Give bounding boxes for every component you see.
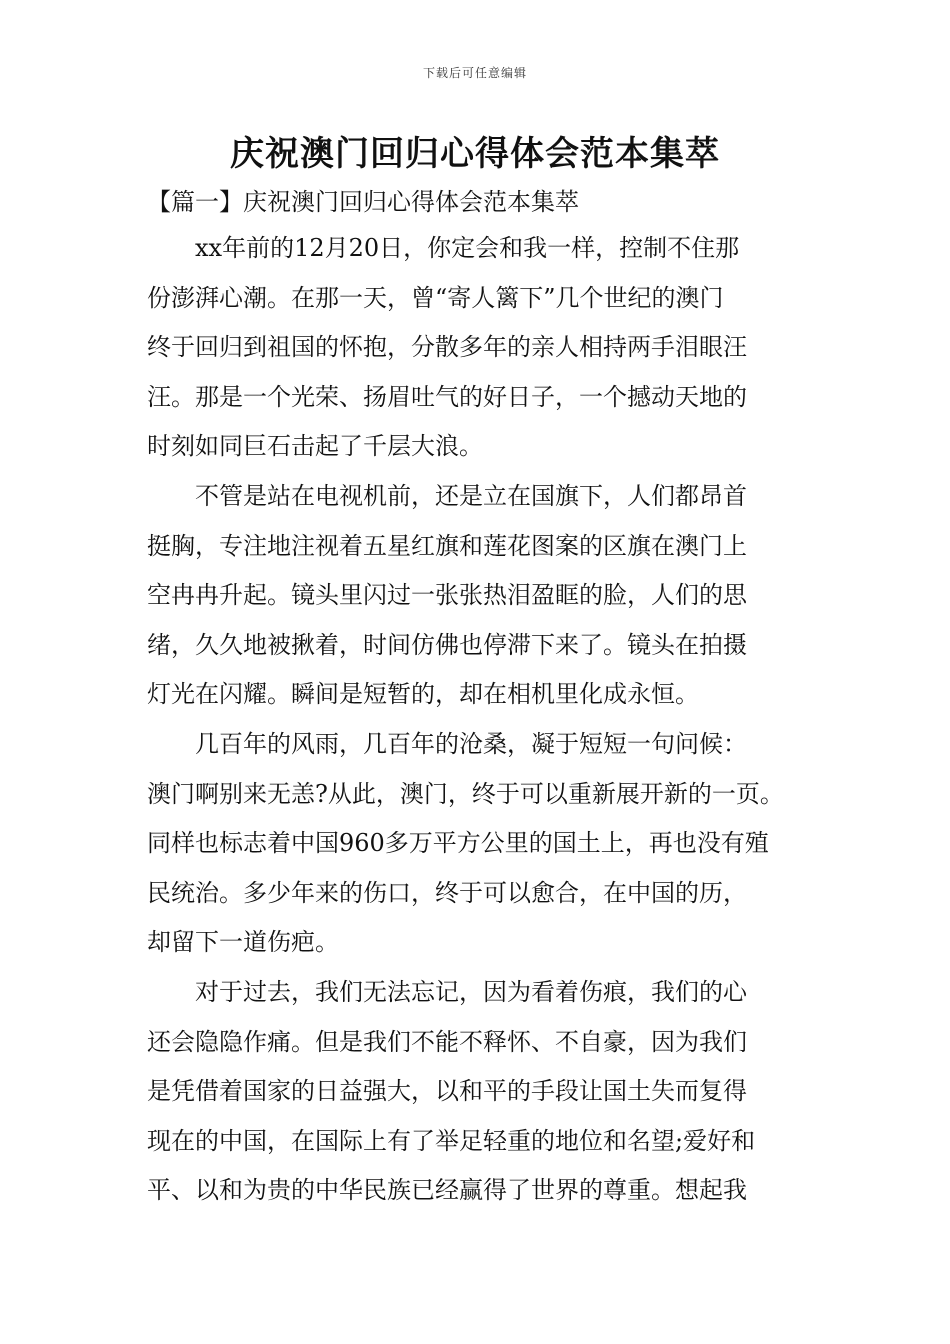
body-line: 终于回归到祖国的怀抱，分散多年的亲人相持两手泪眼汪 — [147, 333, 747, 362]
page-header: 下载后可任意编辑 — [422, 66, 527, 80]
body-line: 挺胸，专注地注视着五星红旗和莲花图案的区旗在澳门上 — [147, 531, 747, 560]
body-line: 却留下一道伤疤。 — [147, 928, 339, 957]
body-line: 澳门啊别来无恙?从此，澳门，终于可以重新展开新的一页。 — [147, 779, 784, 808]
body-line: 时刻如同巨石击起了千层大浪。 — [147, 432, 483, 461]
body-line: xx年前的12月20日，你定会和我一样，控制不住那 — [147, 234, 740, 262]
document-title: 庆祝澳门回归心得体会范本集萃 — [230, 134, 720, 174]
body-line: 同样也标志着中国960多万平方公里的国土上，再也没有殖 — [147, 829, 769, 858]
body-line: 还会隐隐作痛。但是我们不能不释怀、不自豪，因为我们 — [147, 1027, 747, 1056]
body-line: 对于过去，我们无法忘记，因为看着伤痕，我们的心 — [147, 978, 747, 1006]
section-heading: 【篇一】庆祝澳门回归心得体会范本集萃 — [147, 188, 579, 216]
body-line: 民统治。多少年来的伤口，终于可以愈合，在中国的历， — [147, 878, 747, 907]
body-line: 份澎湃心潮。在那一天，曾“寄人篱下”几个世纪的澳门 — [147, 283, 724, 312]
body-line: 现在的中国，在国际上有了举足轻重的地位和名望;爱好和 — [147, 1126, 756, 1155]
body-line: 几百年的风雨，几百年的沧桑，凝于短短一句问候： — [147, 730, 747, 758]
body-line: 不管是站在电视机前，还是立在国旗下，人们都昂首 — [147, 482, 747, 510]
body-line: 绪，久久地被揪着，时间仿佛也停滞下来了。镜头在拍摄 — [147, 630, 747, 659]
body-line: 平、以和为贵的中华民族已经赢得了世界的尊重。想起我 — [147, 1176, 747, 1205]
body-line: 灯光在闪耀。瞬间是短暂的，却在相机里化成永恒。 — [147, 680, 699, 709]
body-line: 是凭借着国家的日益强大，以和平的手段让国土失而复得 — [147, 1077, 747, 1106]
body-line: 汪。那是一个光荣、扬眉吐气的好日子，一个撼动天地的 — [147, 382, 747, 411]
body-line: 空冉冉升起。镜头里闪过一张张热泪盈眶的脸，人们的思 — [147, 581, 747, 610]
